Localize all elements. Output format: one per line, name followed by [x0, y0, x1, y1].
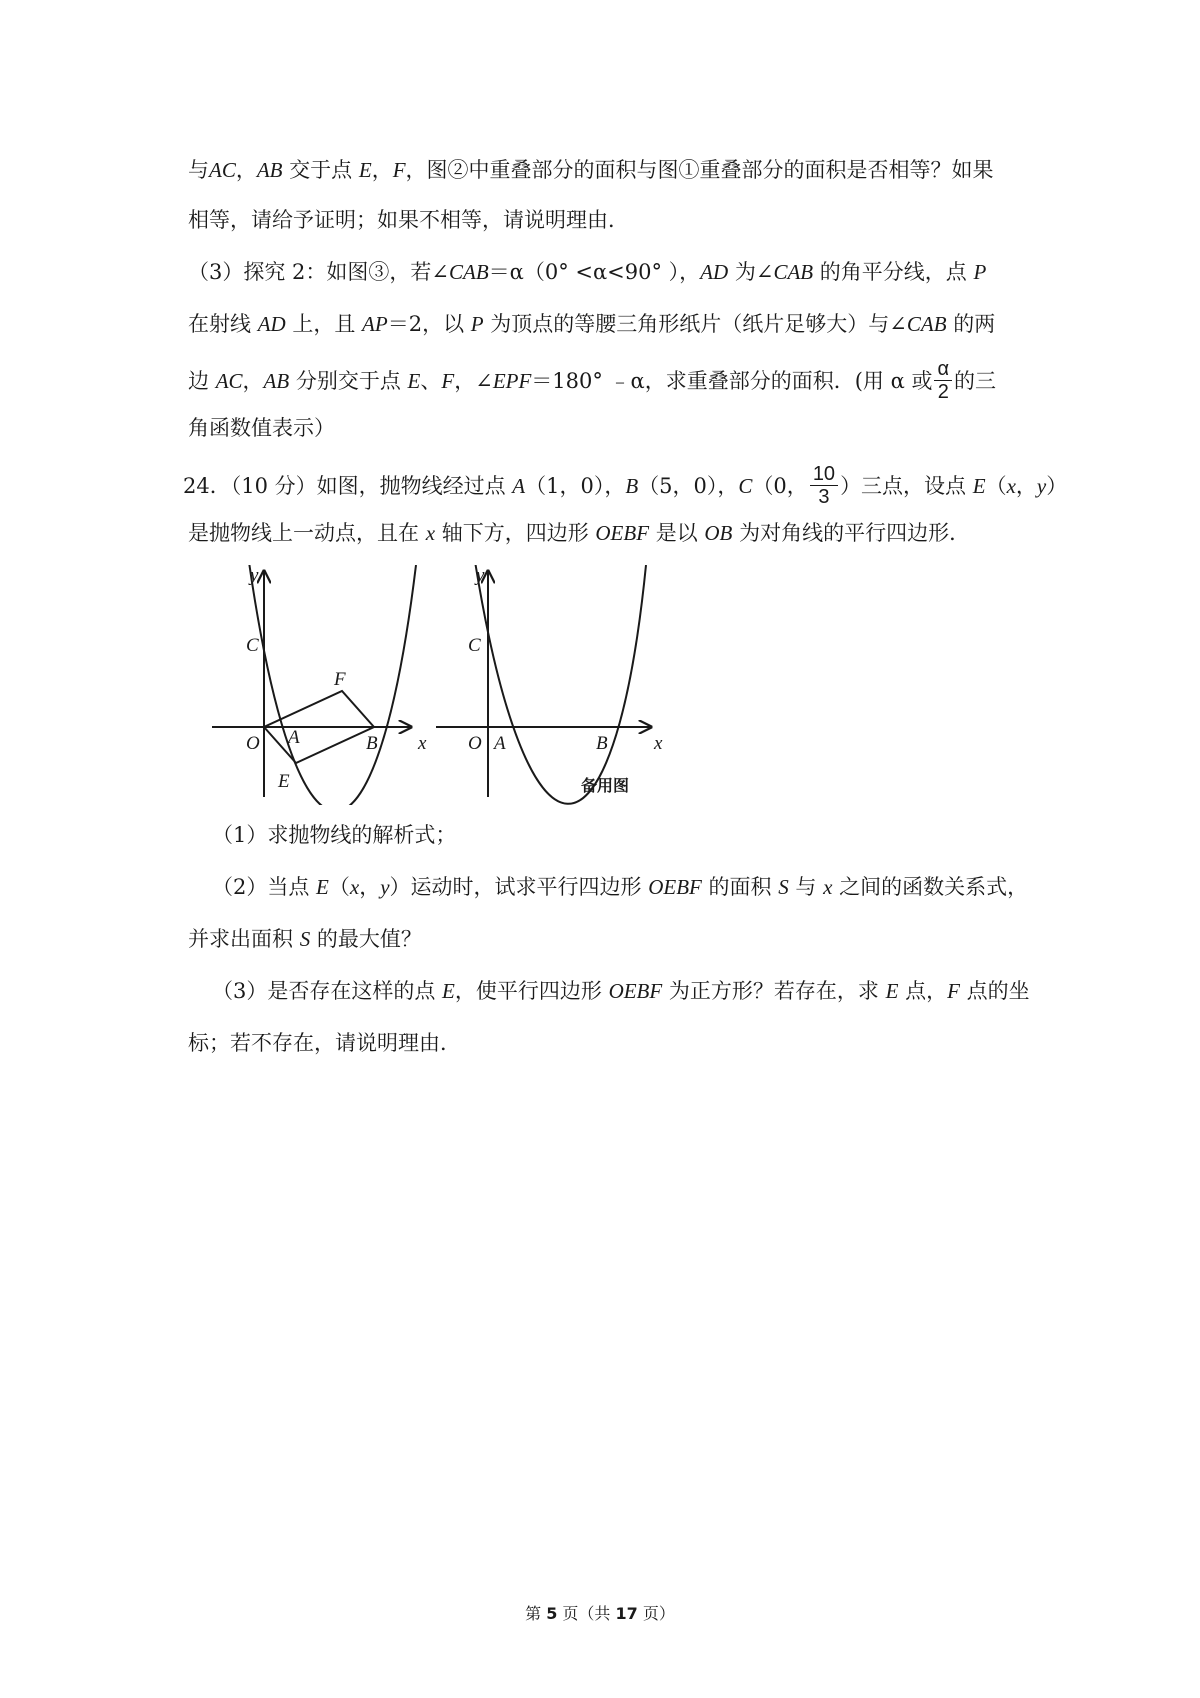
left-label-F: F	[334, 669, 346, 690]
left-label-E: E	[278, 771, 290, 792]
right-label-x: x	[654, 733, 663, 754]
q23-line-2: 相等，请给予证明；如果不相等，请说明理由．	[188, 208, 629, 232]
right-label-B: B	[596, 733, 608, 754]
q23-line-1: 与AC，AB 交于点 E，F，图②中重叠部分的面积与图①重叠部分的面积是否相等？如果	[188, 158, 994, 182]
left-label-x: x	[418, 733, 427, 754]
right-graph	[436, 565, 663, 804]
right-caption: 备用图	[581, 776, 630, 795]
right-label-O: O	[468, 733, 482, 754]
left-label-y: y	[250, 565, 259, 586]
q24-figure	[206, 565, 706, 809]
left-parabola	[248, 565, 416, 805]
q23-part3-line-4: 角函数值表示）	[188, 416, 335, 440]
q24-part3-line-1: （3）是否存在这样的点 E，使平行四边形 OEBF 为正方形？若存在，求 E 点，F 点的坐	[212, 979, 1030, 1003]
q24-part2-line-2: 并求出面积 S 的最大值？	[188, 927, 422, 951]
q24-stem-line-1: 24．（10 分）如图，抛物线经过点 A（1，0），B（5，0），C（0， $\frac{10}{3}$ ）三点，设点 E（x，y）	[183, 463, 1068, 508]
right-label-y: y	[476, 565, 485, 586]
left-graph	[212, 565, 427, 805]
right-parabola	[474, 565, 646, 804]
alpha-over-2-fraction: $\frac{\alpha}{2}$	[934, 358, 952, 403]
q24-part1: （1）求抛物线的解析式；	[212, 823, 457, 847]
page-footer: 第 5 页（共 17 页）	[525, 1604, 675, 1623]
q24-part3-line-2: 标；若不存在，请说明理由．	[188, 1031, 461, 1055]
left-label-O: O	[246, 733, 260, 754]
right-label-A: A	[494, 733, 506, 754]
q24-stem-line-2: 是抛物线上一动点，且在 x 轴下方，四边形 OEBF 是以 OB 为对角线的平行四边形．	[188, 521, 971, 545]
parabola-figures	[206, 565, 706, 805]
q24-part2-line-1: （2）当点 E（x，y）运动时，试求平行四边形 OEBF 的面积 S 与 x 之间的函数关系式，	[212, 875, 1029, 899]
left-label-C: C	[246, 635, 259, 656]
q23-part3-line-2: 在射线 AD 上，且 AP＝2，以 P 为顶点的等腰三角形纸片（纸片足够大）与∠CAB 的两	[188, 312, 996, 336]
q23-part3-line-3: 边 AC，AB 分别交于点 E、F，∠EPF＝180° ﹣α，求重叠部分的面积．(用 α 或 $\frac{\alpha}{2}$ 的三	[188, 358, 997, 403]
left-label-B: B	[366, 733, 378, 754]
left-label-A: A	[288, 727, 300, 748]
q23-part3-line-1: （3）探究 2：如图③，若∠CAB＝α（0° <α<90° ），AD 为∠CAB 的角平分线，点 P	[188, 260, 987, 284]
ten-thirds-fraction: $\frac{10}{3}$	[810, 463, 838, 508]
right-label-C: C	[468, 635, 481, 656]
